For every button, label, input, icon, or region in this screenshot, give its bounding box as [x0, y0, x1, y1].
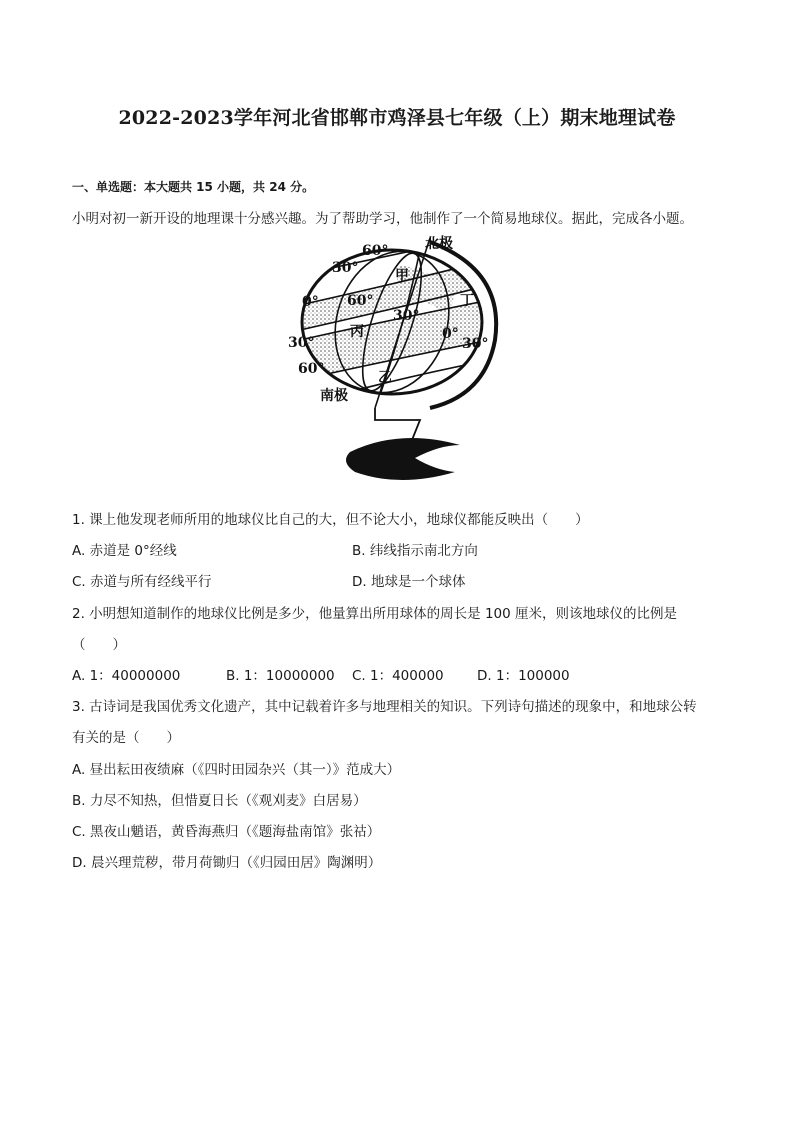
label-yi: 乙: [378, 370, 392, 386]
question-2-stem: 2. 小明想知道制作的地球仪比例是多少，他量算出所用球体的周长是 100 厘米，则该地球仪的比例是: [72, 606, 678, 622]
intro-text: 小明对初一新开设的地理课十分感兴趣。为了帮助学习，他制作了一个简易地球仪。据此，完成各小题。: [72, 211, 693, 227]
shaded-bands: [280, 230, 510, 430]
label-lat30-bottom: 30°: [288, 335, 315, 351]
label-south-pole: 南极: [320, 388, 348, 404]
label-lat60-bottom: 60°: [298, 361, 325, 377]
label-ding: 丁: [460, 293, 474, 309]
section-heading: 一、单选题：本大题共 15 小题，共 24 分。: [72, 180, 315, 194]
label-inner0: 0°: [442, 326, 459, 342]
question-3-stem-cont: 有关的是（ ）: [72, 730, 180, 746]
stand-post: [375, 408, 420, 440]
q1-option-c: C. 赤道与所有经线平行: [72, 574, 212, 590]
q2-option-b: B. 1：10000000: [226, 668, 335, 684]
stand-base: [346, 438, 460, 480]
label-lat0: 0°: [302, 294, 319, 310]
label-north-pole: 北极: [425, 236, 453, 252]
q2-option-c: C. 1：400000: [352, 668, 444, 684]
q1-option-a: A. 赤道是 0°经线: [72, 543, 177, 559]
label-inner60: 60°: [347, 293, 374, 309]
q3-option-a: A. 昼出耘田夜绩麻（《四时田园杂兴（其一）》范成大）: [72, 762, 401, 778]
label-jia: 甲: [395, 268, 409, 284]
label-lat30-top: 30°: [332, 260, 359, 276]
q1-option-d: D. 地球是一个球体: [352, 574, 466, 590]
label-inner30-right: 30°: [462, 336, 489, 352]
q3-option-c: C. 黑夜山魈语，黄昏海燕归（《题海盐南馆》张祜）: [72, 824, 381, 840]
q2-option-d: D. 1：100000: [477, 668, 570, 684]
label-inner30: 30°: [393, 308, 420, 324]
page-title: 2022-2023学年河北省邯郸市鸡泽县七年级（上）期末地理试卷: [118, 107, 676, 129]
globe-figure: [280, 230, 510, 485]
question-3-stem: 3. 古诗词是我国优秀文化遗产，其中记载着许多与地理相关的知识。下列诗句描述的现象中，和地球公转: [72, 699, 697, 715]
label-bing: 丙: [350, 324, 364, 340]
label-lat60-top: 60°: [362, 243, 389, 259]
q1-option-b: B. 纬线指示南北方向: [352, 543, 478, 559]
q2-option-a: A. 1：40000000: [72, 668, 181, 684]
question-2-stem-cont: （ ）: [72, 637, 126, 653]
q3-option-b: B. 力尽不知热，但惜夏日长（《观刈麦》白居易）: [72, 793, 367, 809]
q3-option-d: D. 晨兴理荒秽，带月荷锄归（《归园田居》陶渊明）: [72, 855, 382, 871]
question-1-stem: 1. 课上他发现老师所用的地球仪比自己的大，但不论大小，地球仪都能反映出（ ）: [72, 512, 589, 528]
